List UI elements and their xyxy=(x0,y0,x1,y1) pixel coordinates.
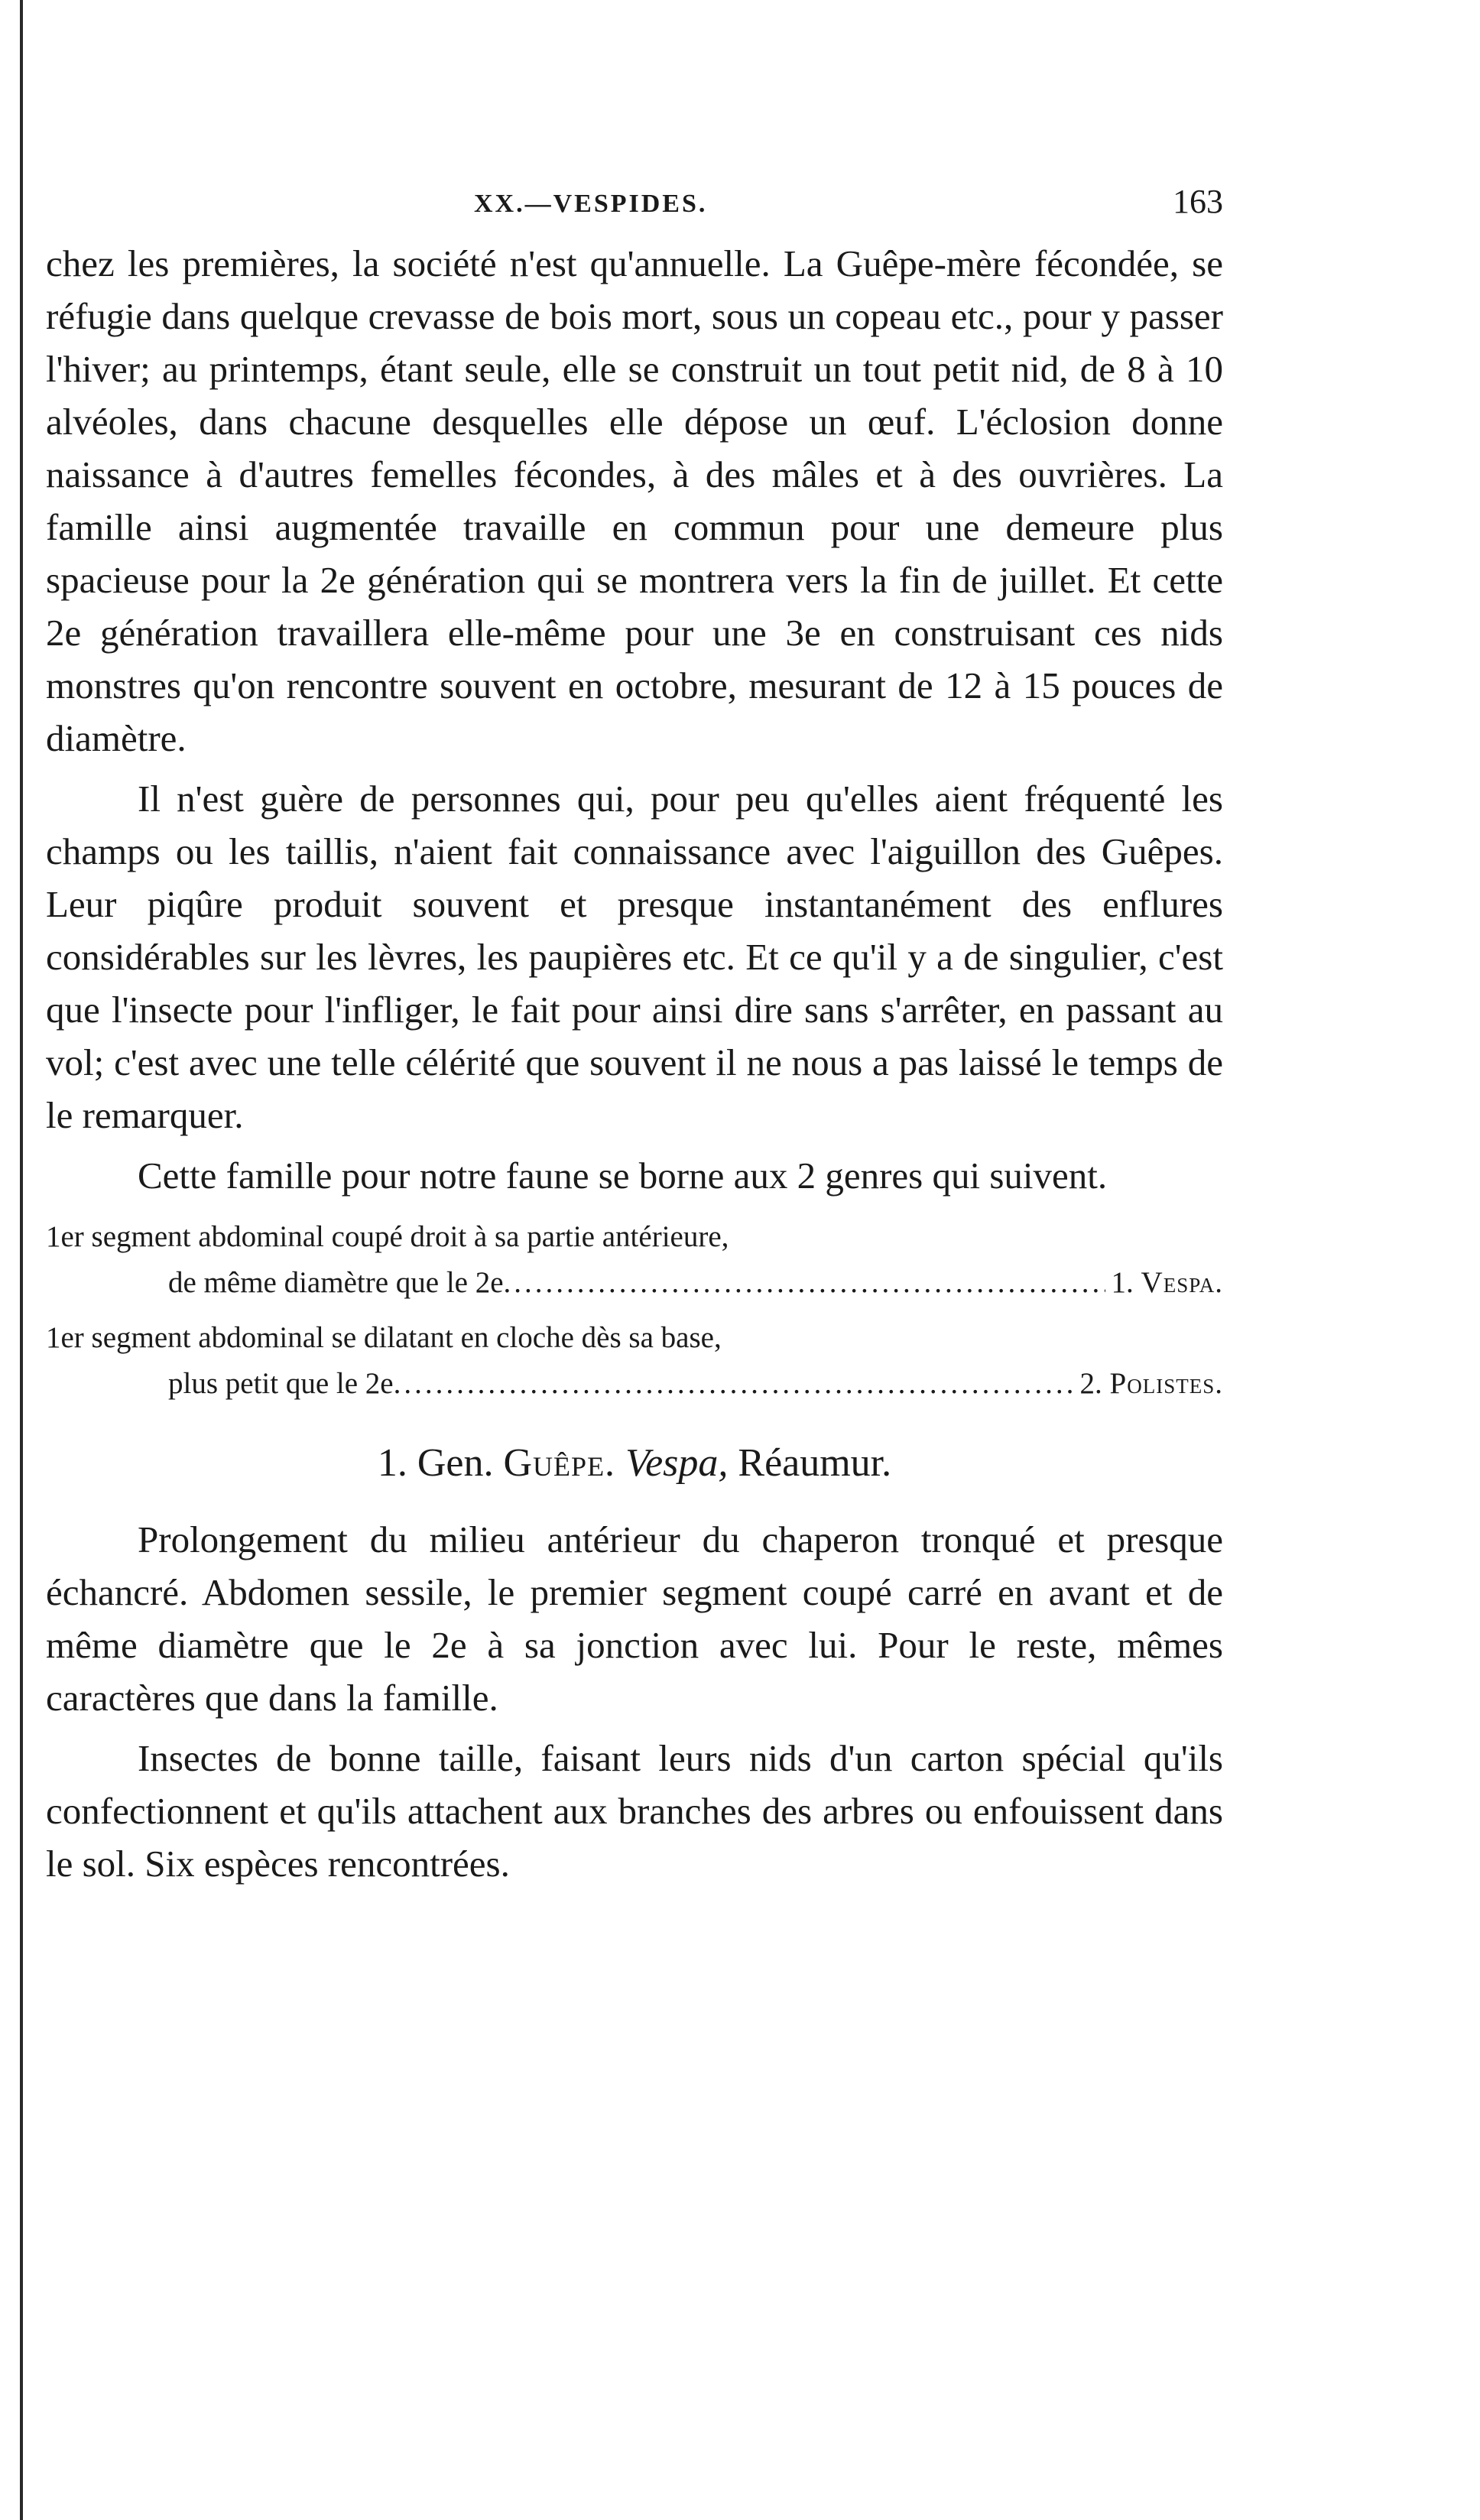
key-entry-continuation xyxy=(46,1260,1223,1306)
genus-heading-name: Guêpe. xyxy=(503,1441,616,1485)
key-entry-polistes xyxy=(46,1315,1223,1407)
key-entry-vespa xyxy=(46,1214,1223,1306)
genus-key xyxy=(46,1214,1223,1407)
key-entry-text: plus petit que le 2e xyxy=(168,1367,394,1400)
running-title: XX.—VESPIDES. xyxy=(474,190,708,218)
paragraph-sting: Il n'est guère de personnes qui, pour peu qu'elles aient fréquenté les champs ou les taillis, n'aient fait connaissance avec l'aiguillon des Guêpes. Leur piqûre produit souvent et presque instantanément des enflures considérables sur les lèvres, les paupières etc. Et ce qu'il y a de singulier, c'est que l'insecte pour l'infliger, le fait pour ainsi dire sans s'arrêter, en passant au vol; c'est avec une telle célérité que souvent il ne nous a pas laissé le temps de le remarquer. xyxy=(46,778,1223,1136)
key-entry-target xyxy=(1074,1361,1223,1407)
paragraph-genera-intro: Cette famille pour notre faune se borne aux 2 genres qui suivent. xyxy=(138,1154,1108,1197)
page-edge-rule xyxy=(20,0,23,2520)
genus-heading-latin: Vespa, xyxy=(625,1441,729,1485)
running-head xyxy=(46,176,1223,237)
key-entry-genus: Polistes. xyxy=(1109,1367,1223,1400)
key-leader-dots xyxy=(394,1361,1074,1407)
key-entry-description: 1er segment abdominal coupé droit à sa partie antérieure, xyxy=(46,1220,729,1253)
key-entry-target xyxy=(1105,1260,1223,1306)
key-entry-text: de même diamètre que le 2e xyxy=(168,1266,504,1299)
paragraph-genus-description: Prolongement du milieu antérieur du chaperon tronqué et presque échancré. Abdomen sessile, le premier segment coupé carré en avant et de même diamètre que le 2e à sa jonction avec lui. Pour le reste, mêmes caractères que dans la famille. xyxy=(46,1518,1223,1719)
genus-heading xyxy=(46,1440,1223,1486)
book-page xyxy=(46,176,1223,1890)
key-entry-number: 2. xyxy=(1079,1367,1102,1400)
paragraph-genus-habits: Insectes de bonne taille, faisant leurs nids d'un carton spécial qu'ils confectionnent et qu'ils attachent aux branches des arbres ou enfouissent dans le sol. Six espèces rencontrées. xyxy=(46,1737,1223,1885)
genus-heading-prefix: 1. Gen. xyxy=(377,1441,494,1485)
key-entry-continuation xyxy=(46,1361,1223,1407)
key-entry-description: 1er segment abdominal se dilatant en cloche dès sa base, xyxy=(46,1321,722,1354)
genus-heading-author: Réaumur. xyxy=(738,1441,892,1485)
page-number: 163 xyxy=(1173,183,1223,220)
key-leader-dots xyxy=(504,1260,1105,1306)
key-entry-genus: Vespa. xyxy=(1141,1266,1223,1299)
paragraph-colony-cycle: chez les premières, la société n'est qu'annuelle. La Guêpe-mère fécondée, se réfugie dans quelque crevasse de bois mort, sous un copeau etc., pour y passer l'hiver; au printemps, étant seule, elle se construit un tout petit nid, de 8 à 10 alvéoles, dans chacune desquelles elle dépose un œuf. L'éclosion donne naissance à d'autres femelles fécondes, à des mâles et à des ouvrières. La famille ainsi augmentée travaille en commun pour une demeure plus spacieuse pour la 2e génération qui se montrera vers la fin de juillet. Et cette 2e génération travaillera elle-même pour une 3e en construisant ces nids monstres qu'on rencontre souvent en octobre, mesurant de 12 à 15 pouces de diamètre. xyxy=(46,242,1223,759)
key-entry-number: 1. xyxy=(1111,1266,1134,1299)
